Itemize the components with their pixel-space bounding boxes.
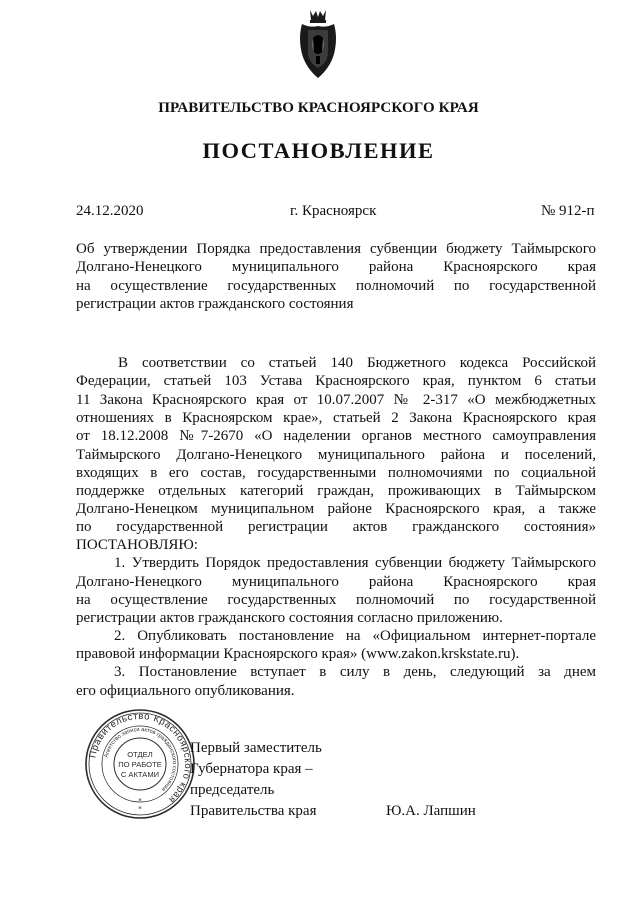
- subject-line: Об утверждении Порядка предоставления субвенции бюджету Таймырского: [76, 241, 596, 257]
- item-3-line: его официального опубликования.: [76, 683, 295, 699]
- preamble-line-resolve: ПОСТАНОВЛЯЮ:: [76, 537, 198, 553]
- official-stamp: [84, 708, 196, 820]
- item-1-line: на осуществление государственных полномочий по государственной: [76, 592, 596, 608]
- signatory-position-line: Губернатора края –: [190, 761, 313, 777]
- signatory-name: Ю.А. Лапшин: [386, 803, 476, 819]
- stamp-center-line: ПО РАБОТЕ: [118, 760, 162, 769]
- preamble-line: В соответствии со статьей 140 Бюджетного кодекса Российской: [118, 355, 596, 371]
- document-city: г. Красноярск: [290, 203, 377, 219]
- preamble-line: поддержке отдельных категорий граждан, проживающих в Таймырском: [76, 483, 596, 499]
- item-1-line: регистрации актов гражданского состояния согласно приложению.: [76, 610, 503, 626]
- coat-of-arms-emblem: [296, 8, 340, 82]
- stamp-star-icon: *: [138, 797, 142, 805]
- signatory-position-line: председатель: [190, 782, 275, 798]
- government-title: ПРАВИТЕЛЬСТВО КРАСНОЯРСКОГО КРАЯ: [158, 100, 479, 116]
- preamble-line: входящих в его состав, государственными полномочиями по социальной: [76, 465, 596, 481]
- document-date: 24.12.2020: [76, 203, 144, 219]
- item-2-line: правовой информации Красноярского края» (www.zakon.krskstate.ru).: [76, 646, 520, 662]
- item-2-line: 2. Опубликовать постановление на «Официальном интернет-портале: [114, 628, 596, 644]
- stamp-center-line: С АКТАМИ: [120, 770, 160, 779]
- preamble-line: по государственной регистрации актов гражданского состояния»: [76, 519, 596, 535]
- document-type-title: ПОСТАНОВЛЕНИЕ: [202, 138, 435, 163]
- subject-line: Долгано-Ненецкого муниципального района Красноярского края: [76, 259, 596, 275]
- preamble-line: Федерации, статьей 103 Устава Красноярского края, пунктом 6 статьи: [76, 373, 596, 389]
- subject-line: на осуществление государственных полномочий по государственной: [76, 278, 596, 294]
- preamble-line: отношениях в Красноярском крае», статьей 2 Закона Красноярского края: [76, 410, 596, 426]
- preamble-line: Таймырского Долгано-Ненецкого муниципального района и поселений,: [76, 447, 596, 463]
- stamp-inner-text: Агентство записи актов гражданского состояния: [103, 726, 178, 793]
- preamble-line: Долгано-Ненецком муниципальном районе Красноярского края, а также: [76, 501, 596, 517]
- signatory-position-line: Первый заместитель: [190, 740, 322, 756]
- signatory-position: [190, 738, 322, 822]
- item-3-line: 3. Постановление вступает в силу в день, следующий за днем: [114, 664, 596, 680]
- document-number: № 912-п: [541, 203, 595, 219]
- signatory-position-line: Правительства края: [190, 803, 317, 819]
- stamp-outer-text: Правительство Красноярского края: [87, 710, 194, 806]
- item-1-line: Долгано-Ненецкого муниципального района Красноярского края: [76, 574, 596, 590]
- preamble-line: 11 Закона Красноярского края от 10.07.2007 № 2-317 «О межбюджетных: [76, 392, 596, 408]
- preamble-line: от 18.12.2008 №7-2670 «О наделении органов местного самоуправления: [76, 428, 596, 444]
- subject-line: регистрации актов гражданского состояния: [76, 296, 354, 312]
- stamp-star-icon: *: [138, 805, 142, 813]
- stamp-center-line: ОТДЕЛ: [127, 750, 153, 759]
- item-1-line: 1. Утвердить Порядок предоставления субвенции бюджету Таймырского: [114, 555, 596, 571]
